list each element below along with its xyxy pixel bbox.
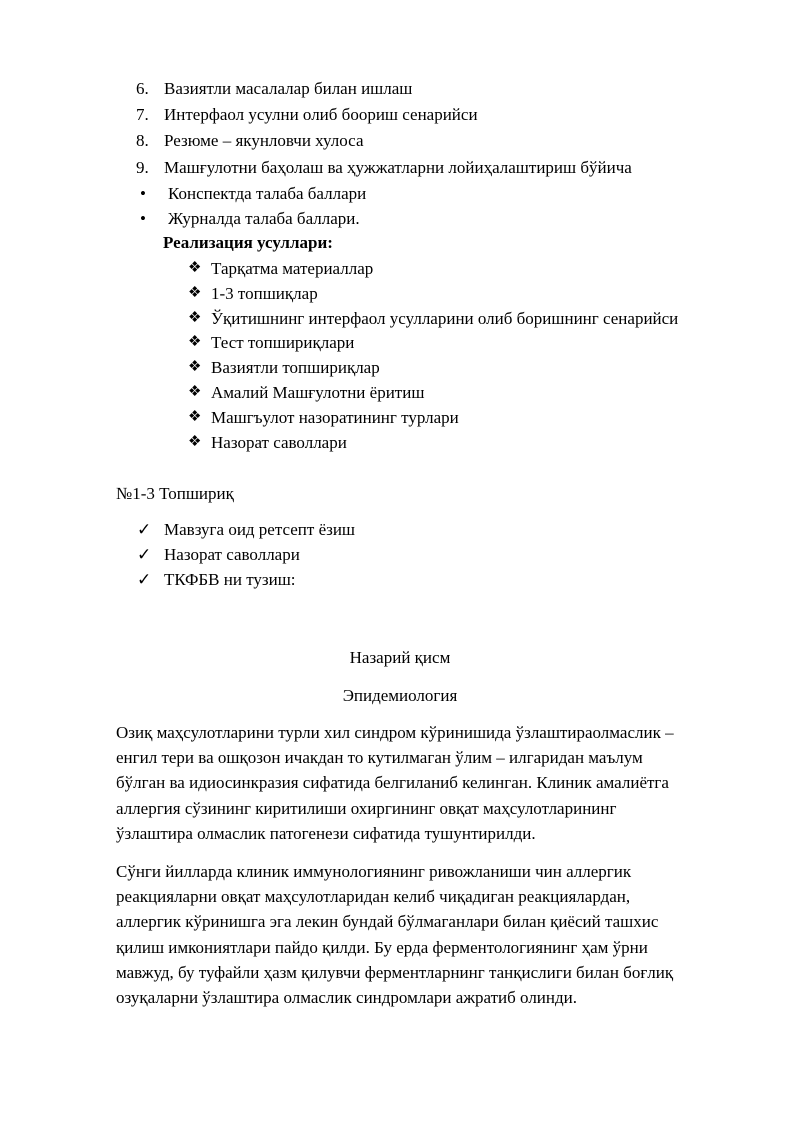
- item-text: 1-3 топшиқлар: [211, 283, 318, 303]
- paragraph-line: озуқаларни ўзлаштира олмаслик синдромлари ажратиб олинди.: [116, 988, 578, 1008]
- item-text: Резюме – якунловчи хулоса: [164, 131, 364, 151]
- item-number: 6.: [136, 79, 149, 98]
- item-number: 7.: [136, 105, 149, 125]
- item-text: Тест топшириқлари: [211, 333, 355, 353]
- paragraph-line: енгил тери ва ошқозон ичакдан то кутилмаган ўлим – илгаридан маълум: [116, 748, 643, 768]
- list-item: [188, 256, 678, 281]
- paragraph-line: реакцияларни овқат маҳсулотларидан келиб чиқадиган реакциялардан,: [116, 887, 631, 907]
- list-item: [136, 102, 632, 128]
- check-list: [137, 517, 355, 592]
- numbered-list: [136, 76, 632, 181]
- diamond-bullet-icon: ❖: [188, 383, 202, 400]
- paragraph-line: аллергия сўзининг киритилиши охиргининг овқат маҳсулотларининг: [116, 798, 617, 818]
- methods-list: [188, 256, 678, 454]
- paragraph-line: Озиқ маҳсулотларини турли хил синдром кўринишида ўзлаштираолмаслик –: [116, 723, 674, 742]
- item-text: Назорат саволлари: [211, 432, 347, 452]
- diamond-bullet-icon: ❖: [188, 433, 202, 450]
- paragraph-2: [116, 859, 741, 1010]
- item-text: ТКФБВ ни тузиш:: [164, 570, 296, 589]
- list-item: [188, 330, 678, 355]
- diamond-bullet-icon: ❖: [188, 334, 202, 351]
- item-text: Амалий Машғулотни ёритиш: [211, 382, 425, 402]
- paragraph-line: Сўнги йилларда клиник иммунологиянинг ривожланиши чин аллергик: [116, 862, 632, 881]
- list-item: [188, 380, 678, 405]
- bullet-icon: •: [140, 208, 146, 228]
- list-item: [188, 405, 678, 430]
- list-item: [136, 76, 632, 102]
- section-title: Назарий қисм: [349, 648, 451, 667]
- paragraph-line: бўлган ва идиосинкразия сифатида белгиланиб келинган. Клиник амалиётга: [116, 773, 669, 793]
- methods-heading: Реализация усуллари:: [163, 233, 333, 252]
- paragraph-line: қилиш имкониятлари пайдо қилди. Бу ерда ферментологиянинг ҳам ўрни: [116, 937, 648, 957]
- bullet-icon: •: [140, 184, 146, 203]
- list-item: [188, 355, 678, 380]
- subsection-title: Эпидемиология: [342, 686, 458, 705]
- diamond-bullet-icon: ❖: [188, 284, 202, 301]
- task-title: №1-3 Топшириқ: [116, 484, 234, 503]
- item-text: Тарқатма материаллар: [211, 259, 374, 278]
- diamond-bullet-icon: ❖: [188, 260, 202, 276]
- item-text: Машғулотни баҳолаш ва ҳужжатларни лойиҳалаштириш бўйича: [164, 157, 632, 177]
- list-item: [136, 155, 632, 181]
- diamond-bullet-icon: ❖: [188, 408, 202, 425]
- list-item: [140, 206, 366, 231]
- paragraph-1: [116, 720, 741, 846]
- bullet-list: [140, 181, 366, 231]
- checkmark-icon: ✓: [137, 570, 152, 589]
- item-number: 8.: [136, 131, 149, 151]
- paragraph-line: аллергик кўринишга эга лекин бундай бўлмаганлари билан қиёсий ташхис: [116, 912, 659, 932]
- item-text: Вазиятли топшириқлар: [211, 358, 380, 378]
- list-item: [188, 281, 678, 306]
- item-text: Ўқитишнинг интерфаол усулларини олиб боришнинг сенарийси: [211, 308, 679, 328]
- list-item: [137, 567, 355, 592]
- paragraph-line: мавжуд, бу туфайли ҳазм қилувчи ферментларнинг танқислиги билан боғлиқ: [116, 962, 674, 982]
- item-text: Конспектда талаба баллари: [168, 184, 367, 203]
- item-text: Назорат саволлари: [164, 545, 300, 564]
- list-item: [140, 181, 366, 206]
- checkmark-icon: ✓: [137, 520, 152, 539]
- item-text: Журналда талаба баллари.: [168, 208, 360, 228]
- list-item: [137, 542, 355, 567]
- list-item: [137, 517, 355, 542]
- list-item: [136, 128, 632, 154]
- diamond-bullet-icon: ❖: [188, 359, 202, 376]
- item-text: Интерфаол усулни олиб боориш сенарийси: [164, 105, 478, 125]
- item-text: Вазиятли масалалар билан ишлаш: [164, 79, 413, 98]
- item-text: Мавзуга оид ретсепт ёзиш: [164, 520, 356, 539]
- list-item: [188, 430, 678, 455]
- item-number: 9.: [136, 157, 149, 177]
- item-text: Машгъулот назоратининг турлари: [211, 407, 459, 427]
- list-item: [188, 306, 678, 331]
- diamond-bullet-icon: ❖: [188, 309, 202, 326]
- checkmark-icon: ✓: [137, 545, 152, 564]
- paragraph-line: ўзлаштира олмаслик патогенези сифатида тушунтирилди.: [116, 823, 536, 843]
